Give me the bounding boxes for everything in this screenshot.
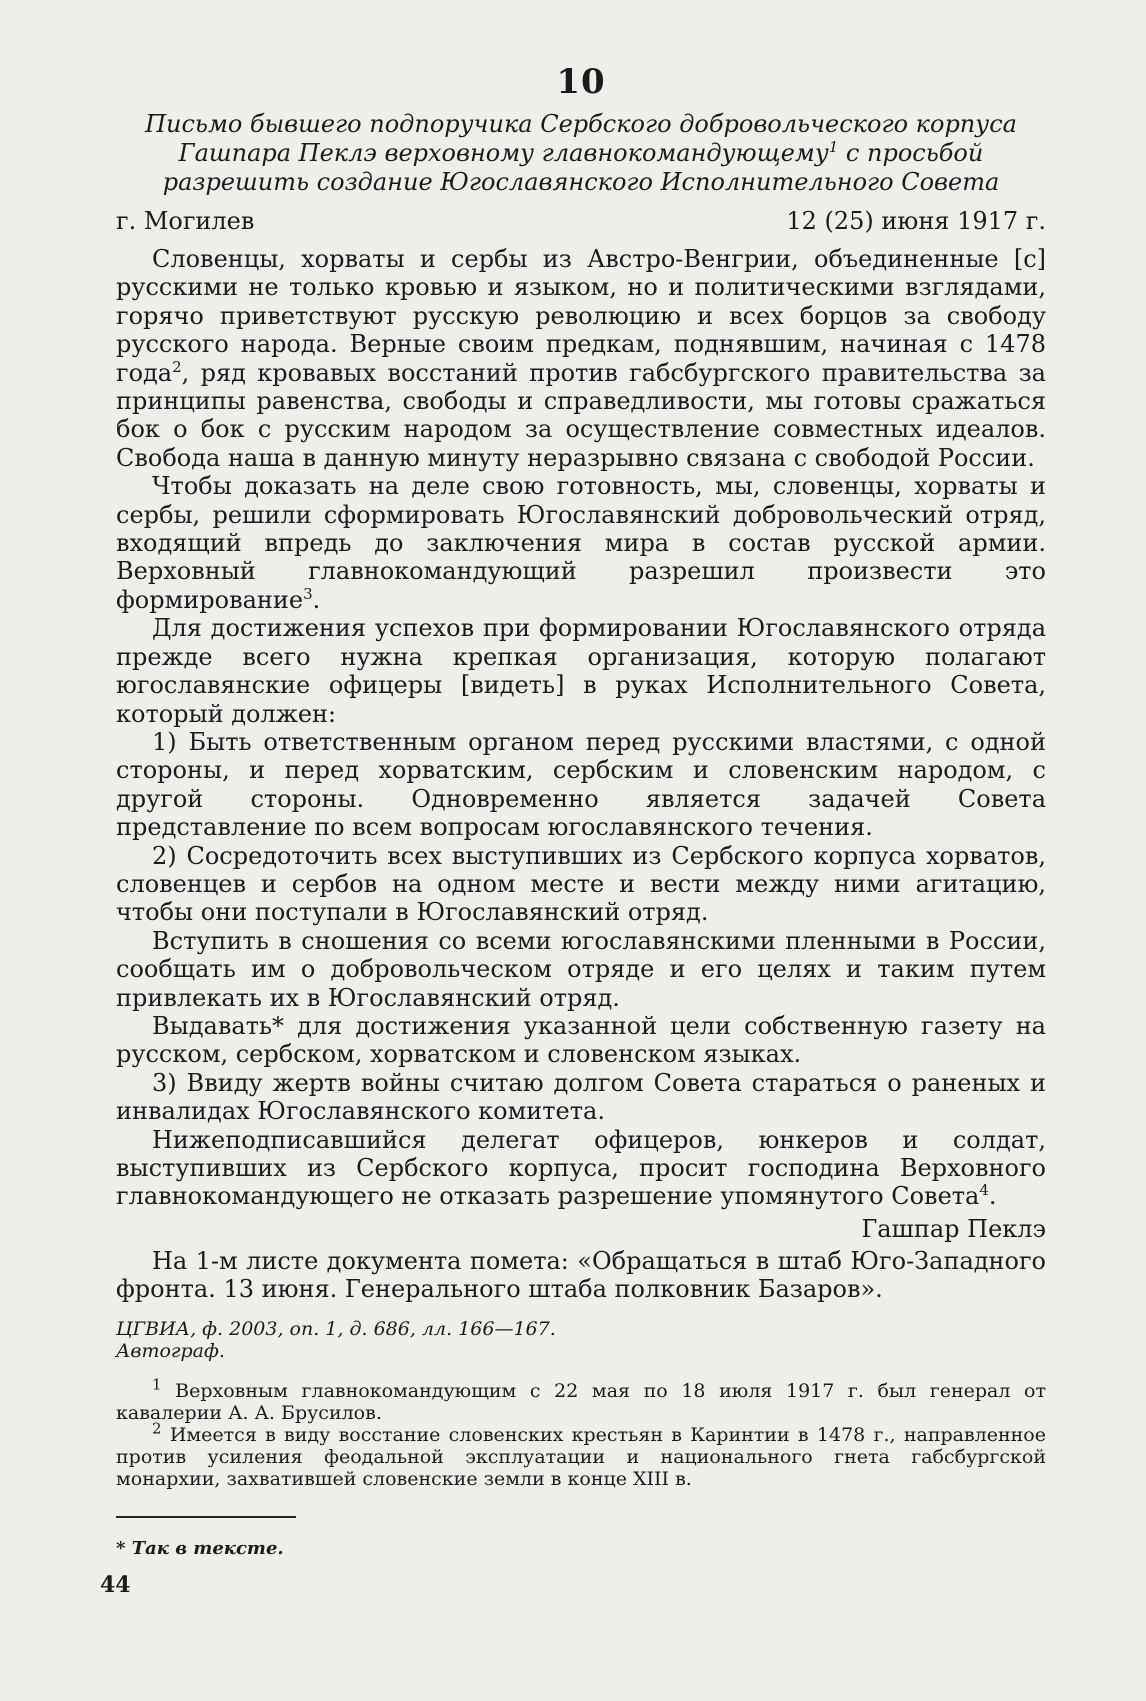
footnotes (116, 1375, 1046, 1490)
asterisk-mark: * (272, 1011, 284, 1040)
place: г. Могилев (116, 207, 255, 235)
footnote-2-mark: 2 (152, 1419, 162, 1438)
archive-source: ЦГВИА, ф. 2003, оп. 1, д. 686, лл. 166—167. (116, 1317, 556, 1340)
footnote-1-text: Верховным главнокомандующим с 22 мая по 18 июля 1917 г. был генерал от кавалерии А. А. Брусилов. (116, 1379, 1046, 1424)
place-date-line (116, 207, 1046, 235)
paragraph-9 (116, 1126, 1046, 1211)
footnote-2 (116, 1419, 1046, 1490)
paragraph-7-text-b: для достижения указанной цели собственную газету на русском, сербском, хорватском и словенском языках. (116, 1011, 1046, 1069)
paragraph-2-text-b: . (312, 585, 321, 614)
paragraph-9-text-b: . (988, 1182, 997, 1211)
document-title (116, 110, 1046, 197)
page-number: 44 (100, 1572, 131, 1598)
paragraph-5: 2) Сосредоточить всех выступивших из Сербского корпуса хорватов, словенцев и сербов на одном месте и вести между ними агитацию, чтобы они поступали в Югославянский отряд. (116, 841, 1046, 927)
paragraph-2-text-a: Чтобы доказать на деле свою готовность, мы, словенцы, хорваты и сербы, решили сформировать Югославянский добровольческий отряд, входящий впредь до заключения мира в состав русской армии. Верховный главнокомандующий разрешил произвести это формирование (116, 472, 1046, 614)
footnote-2-text: Имеется в виду восстание словенских крестьян в Каринтии в 1478 г., направленное против усиления феодальной эксплуатации и национального гнета габсбургской монархии, захватившей словенские земли в конце XIII в. (116, 1423, 1046, 1490)
footnote-1 (116, 1375, 1046, 1424)
footnote-mark-4: 4 (979, 1181, 989, 1200)
paragraph-7 (116, 1012, 1046, 1069)
archive-reference (116, 1318, 1046, 1362)
signature: Гашпар Пеклэ (861, 1214, 1046, 1243)
letter-body (116, 245, 1046, 1211)
title-text: Письмо бывшего подпоручика Сербского добровольческого корпуса Гашпара Пеклэ верховному главнокомандующему (145, 110, 1017, 167)
paragraph-8: 3) Ввиду жертв войны считаю долгом Совета стараться о раненых и инвалидах Югославянского комитета. (116, 1068, 1046, 1126)
annotation-note: На 1-м листе документа помета: «Обращаться в штаб Юго-Западного фронта. 13 июня. Генерального штаба полковник Базаров». (116, 1246, 1046, 1304)
document-number: 10 (556, 62, 606, 102)
asterisk-footnote (116, 1538, 1046, 1559)
archive-type: Автограф. (116, 1339, 225, 1362)
paragraph-2 (116, 472, 1046, 614)
footnote-mark-2: 2 (172, 357, 182, 376)
paragraph-3: Для достижения успехов при формировании Югославянского отряда прежде всего нужна крепкая организация, которую полагают югославянские офицеры [видеть] в руках Исполнительного Совета, который должен: (116, 614, 1046, 728)
title-footnote-mark: 1 (828, 138, 839, 156)
footnote-divider (116, 1516, 296, 1518)
document-annotation (116, 1247, 1046, 1304)
date: 12 (25) июня 1917 г. (786, 207, 1046, 235)
paragraph-6: Вступить в сношения со всеми югославянскими пленными в России, сообщать им о добровольческом отряде и его целях и таким путем привлекать их в Югославянский отряд. (116, 926, 1046, 1012)
footnote-1-mark: 1 (152, 1375, 162, 1394)
asterisk-footnote-text: Так в тексте. (131, 1537, 284, 1559)
paragraph-1 (116, 245, 1046, 472)
footnote-mark-3: 3 (303, 584, 313, 603)
paragraph-7-text-a: Выдавать (152, 1011, 272, 1040)
paragraph-1-text-b: , ряд кровавых восстаний против габсбургского правительства за принципы равенства, свободы и справедливости, мы готовы сражаться бок о бок с русским народом за осуществление совместных идеалов. Свобода наша в данную минуту неразрывно связана с свободой России. (116, 358, 1046, 472)
asterisk-footnote-mark: * (116, 1537, 126, 1559)
paragraph-1-text-a: Словенцы, хорваты и сербы из Австро-Венгрии, объединенные [с] русскими не только кровью и языком, но и политическими взглядами, горячо приветствуют русскую революцию и всех борцов за свободу русского народа. Верные своим предкам, поднявшим, начиная с 1478 года (116, 245, 1046, 387)
paragraph-9-text-a: Нижеподписавшийся делегат офицеров, юнкеров и солдат, выступивших из Сербского корпуса, просит господина Верховного главнокомандующего не отказать разрешение упомянутого Совета (116, 1125, 1046, 1211)
title-text-continued: с просьбой разрешить создание Югославянского Исполнительного Совета (162, 139, 1000, 196)
paragraph-4: 1) Быть ответственным органом перед русскими властями, с одной стороны, и перед хорватским, сербским и словенским народом, с другой стороны. Одновременно является задачей Совета представление по всем вопросам югославянского течения. (116, 727, 1046, 842)
